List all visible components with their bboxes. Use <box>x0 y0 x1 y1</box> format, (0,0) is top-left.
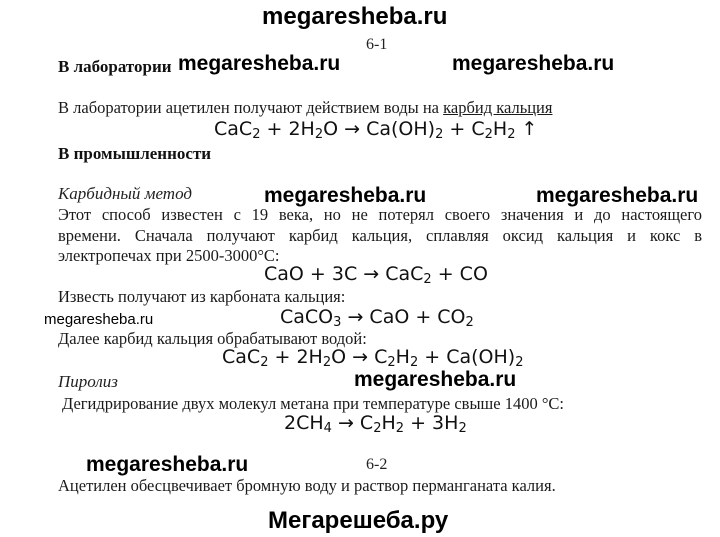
lab-text-body: В лаборатории ацетилен получают действием воды на <box>58 98 444 117</box>
carbide-paragraph-line-1: Этот способ известен с 19 века, но не потерял своего значения и до настоящего <box>58 205 702 224</box>
watermark-top: megaresheba.ru <box>262 3 448 30</box>
lime-text: Известь получают из карбоната кальция: <box>58 287 346 306</box>
equation-pyrolysis: $2CH_4 \to C_2H_2 + 3H_2$ <box>284 412 467 436</box>
task-number: 6-1 <box>366 36 388 53</box>
watermark: megaresheba.ru <box>452 52 615 75</box>
watermark-bottom: Мегарешеба.ру <box>268 507 449 534</box>
task-number-2: 6-2 <box>366 456 388 473</box>
task2-text: Ацетилен обесцвечивает бромную воду и раствор перманганата калия. <box>58 476 556 495</box>
carbide-paragraph-line-3: электропечах при 2500-3000°С: <box>58 246 280 265</box>
watermark: megaresheba.ru <box>86 453 249 476</box>
equation-lab: $CaC_2 + 2H_2O \to Ca(OH)_2 + C_2H_2$ ↑ <box>214 118 538 142</box>
watermark: megaresheba.ru <box>536 184 699 207</box>
calcium-carbide-link[interactable]: карбид кальция <box>443 98 553 117</box>
watermark: megaresheba.ru <box>264 184 427 207</box>
industry-heading: В промышленности <box>58 144 212 163</box>
pyrolysis-text: Дегидрирование двух молекул метана при температуре свыше 1400 °С: <box>62 394 565 413</box>
watermark: megaresheba.ru <box>354 368 517 391</box>
water-text: Далее карбид кальция обрабатывают водой: <box>58 329 367 348</box>
lab-text <box>58 98 552 118</box>
equation-water: $CaC_2 + 2H_2O \to C_2H_2 + Ca(OH)_2$ <box>222 346 524 370</box>
watermark: megaresheba.ru <box>178 52 341 75</box>
equation-lime: CaCO$_3$ → CaO + $CO_2$ <box>280 306 474 330</box>
carbide-paragraph-line-2: времени. Сначала получают карбид кальция, сплавляя оксид кальция и кокс в <box>58 226 702 245</box>
lab-heading: В лаборатории <box>58 57 172 76</box>
watermark: megaresheba.ru <box>44 311 154 328</box>
pyrolysis-heading: Пиролиз <box>58 372 118 391</box>
carbide-method-heading: Карбидный метод <box>58 184 192 203</box>
equation-carbide: CaO + 3C → CaC$_2$ + CO <box>264 263 488 287</box>
